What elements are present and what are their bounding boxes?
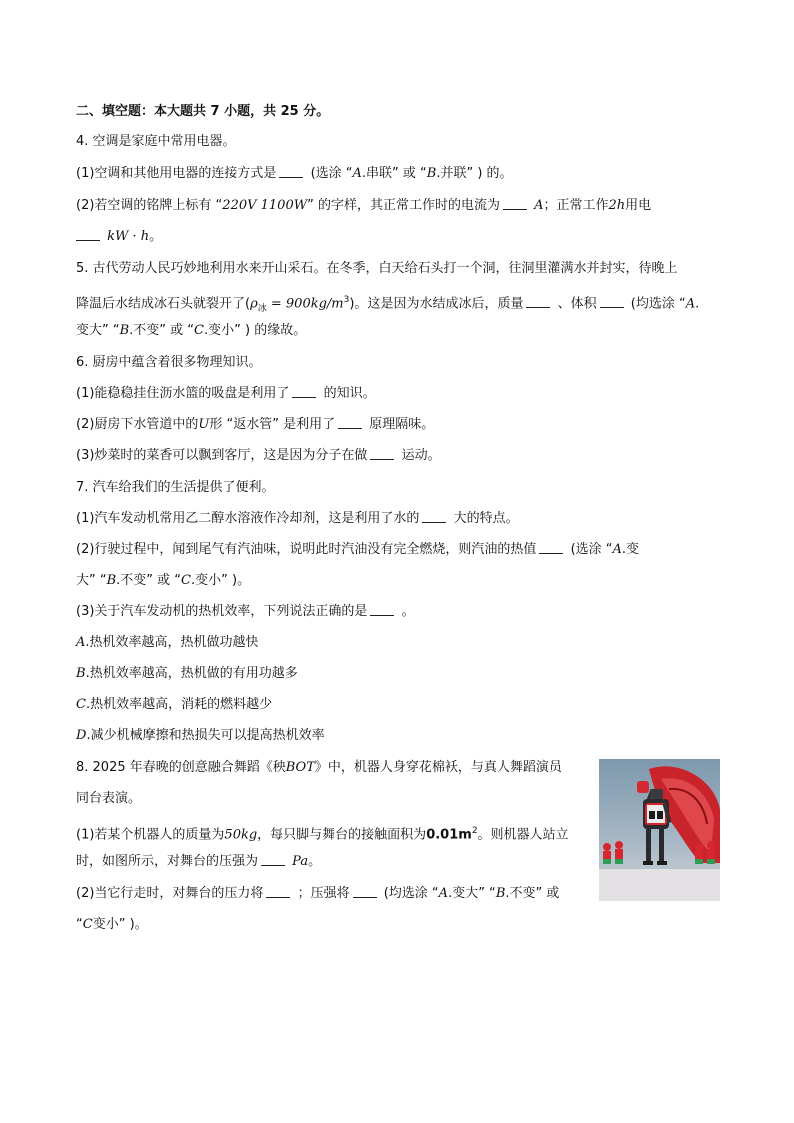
answer-blank[interactable] bbox=[503, 197, 527, 210]
section-title: 二、填空题：本大题共 7 小题，共 25 分。 bbox=[76, 104, 330, 119]
answer-blank[interactable] bbox=[370, 447, 394, 460]
q6-part2: (2)厨房下水管道中的U形 “返水管” 是利用了 原理隔味。 bbox=[76, 417, 435, 432]
q8-line1: 8. 2025 年春晚的创意融合舞蹈《秧BOT》中，机器人身穿花棉袄，与真人舞蹈演员 bbox=[76, 760, 562, 775]
answer-blank[interactable] bbox=[338, 416, 362, 429]
q5-line1: 5. 古代劳动人民巧妙地利用水来开山采石。在冬季，白天给石头打一个洞，往洞里灌满水并封实，待晚上 bbox=[76, 261, 678, 276]
q7-option-c[interactable]: C.热机效率越高，消耗的燃料越少 bbox=[76, 697, 273, 712]
q7-part1: (1)汽车发动机常用乙二醇水溶液作冷却剂，这是利用了水的 大的特点。 bbox=[76, 511, 519, 526]
q7-part2: (2)行驶过程中，闻到尾气有汽油味，说明此时汽油没有完全燃烧，则汽油的热值 (选涂 “A.变 bbox=[76, 542, 640, 557]
answer-blank[interactable] bbox=[370, 603, 394, 616]
answer-blank[interactable] bbox=[292, 385, 316, 398]
q7-stem: 7. 汽车给我们的生活提供了便利。 bbox=[76, 480, 275, 495]
answer-blank[interactable] bbox=[422, 510, 446, 523]
robot-dance-illustration bbox=[599, 759, 720, 901]
answer-blank[interactable] bbox=[261, 853, 285, 866]
q8-part1: (1)若某个机器人的质量为50kg，每只脚与舞台的接触面积为$0.01m^2$。则机器人站立 bbox=[76, 826, 569, 843]
q4-part1: (1)空调和其他用电器的连接方式是 (选涂 “A.串联” 或 “B.并联” ) 的。 bbox=[76, 166, 513, 181]
q8-part1-cont: 时，如图所示，对舞台的压强为 Pa。 bbox=[76, 854, 322, 869]
q7-option-a[interactable]: A.热机效率越高，热机做功越快 bbox=[76, 635, 259, 650]
answer-blank[interactable] bbox=[279, 165, 303, 178]
answer-blank[interactable] bbox=[266, 885, 290, 898]
q5-line3: 变大” “B.不变” 或 “C.变小” ) 的缘故。 bbox=[76, 323, 307, 338]
q6-part3: (3)炒菜时的菜香可以飘到客厅，这是因为分子在做 运动。 bbox=[76, 448, 441, 463]
q8-line2: 同台表演。 bbox=[76, 791, 142, 806]
answer-blank[interactable] bbox=[539, 541, 563, 554]
q8-part2: (2)当它行走时，对舞台的压力将 ；压强将 (均选涂 “A.变大” “B.不变” 或 bbox=[76, 886, 560, 901]
q7-part3: (3)关于汽车发动机的热机效率，下列说法正确的是 。 bbox=[76, 604, 415, 619]
q4-stem: 4. 空调是家庭中常用电器。 bbox=[76, 134, 236, 149]
q5-line2: 降温后水结成冰石头就裂开了$(\rho_冰 = 900kg/m^3)$。这是因为水结成冰后，质量 、体积 (均选涂 “A. bbox=[76, 295, 700, 314]
q4-part2: (2)若空调的铭牌上标有 “220V 1100W” 的字样，其正常工作时的电流为 A；正常工作2h用电 bbox=[76, 198, 652, 213]
answer-blank[interactable] bbox=[526, 295, 550, 308]
q6-stem: 6. 厨房中蕴含着很多物理知识。 bbox=[76, 355, 262, 370]
q6-part1: (1)能稳稳挂住沥水篮的吸盘是利用了 的知识。 bbox=[76, 386, 376, 401]
q7-option-b[interactable]: B.热机效率越高，热机做的有用功越多 bbox=[76, 666, 298, 681]
q7-part2-cont: 大” “B.不变” 或 “C.变小” )。 bbox=[76, 573, 251, 588]
q7-option-d[interactable]: D.减少机械摩擦和热损失可以提高热机效率 bbox=[76, 728, 325, 743]
answer-blank[interactable] bbox=[76, 228, 100, 241]
q8-part2-cont: “C变小” )。 bbox=[76, 917, 148, 932]
answer-blank[interactable] bbox=[353, 885, 377, 898]
q4-part2-cont: kW · h。 bbox=[76, 228, 162, 246]
answer-blank[interactable] bbox=[600, 295, 624, 308]
robot-dance-photo bbox=[599, 759, 720, 901]
